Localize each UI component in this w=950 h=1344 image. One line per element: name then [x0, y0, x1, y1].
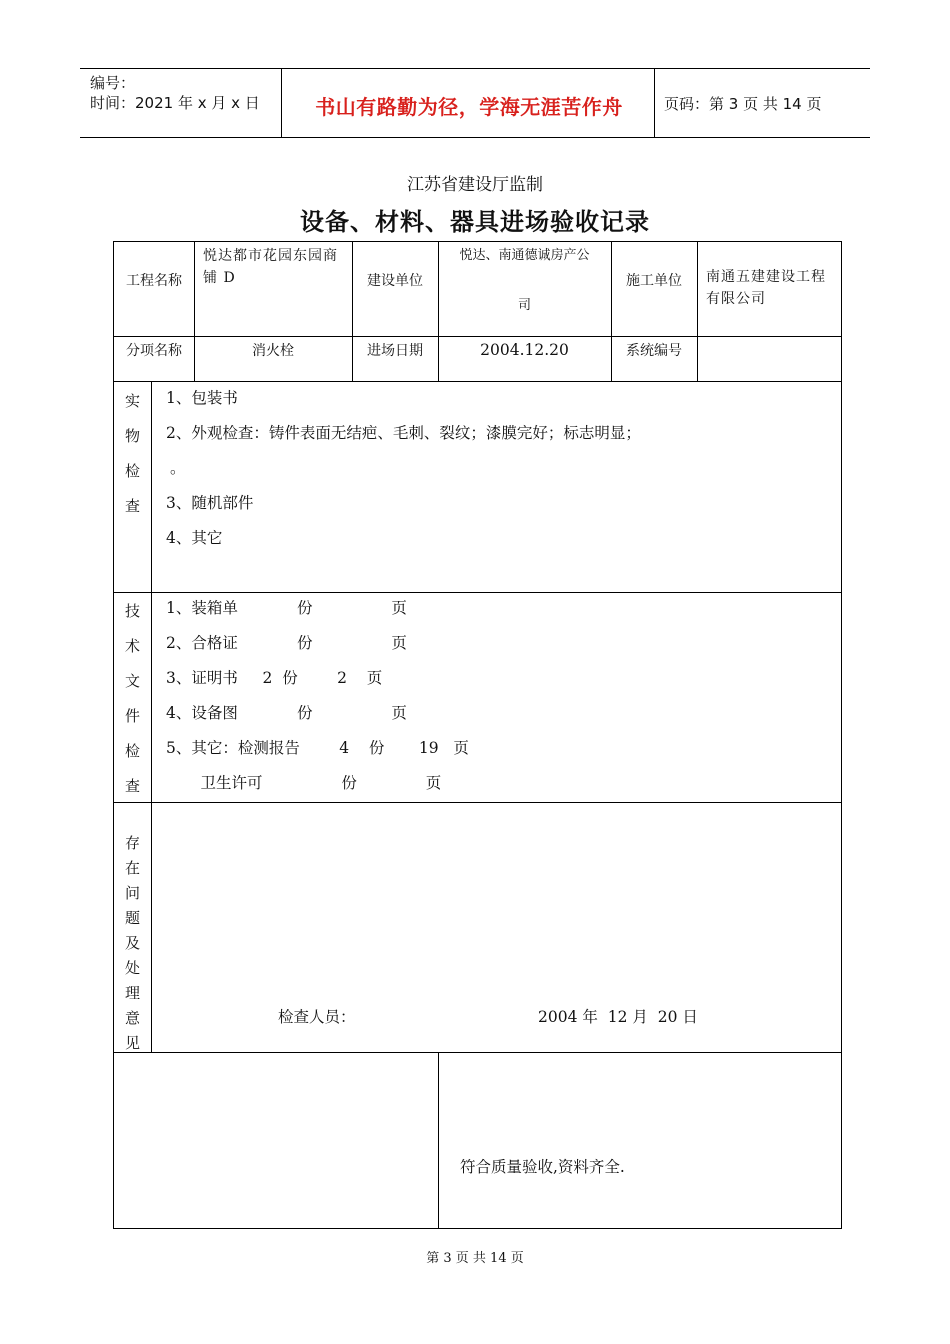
row-divider: [114, 802, 841, 803]
contractor-value: 南通五建建设工程有限公司: [706, 269, 826, 307]
page-title: 设备、材料、器具进场验收记录: [300, 208, 650, 236]
system-no-label: 系统编号: [626, 343, 682, 359]
document-time: 时间：2021 年 x 月 x 日: [90, 94, 260, 112]
tech-doc-item: 5、其它：检测报告 4 份 19 页: [166, 739, 469, 757]
label-char: 处: [124, 959, 140, 977]
entry-date-value: 2004.12.20: [480, 341, 569, 359]
label-col-divider: [151, 381, 152, 1052]
header-page-info: 页码：第 3 页 共 14 页: [664, 95, 822, 113]
physical-check-item: 4、其它: [166, 529, 223, 547]
label-char: 存: [124, 834, 140, 852]
label-char: 题: [124, 909, 140, 927]
physical-check-label: [114, 384, 151, 524]
label-char: 见: [124, 1034, 140, 1052]
document-number: 编号：: [90, 74, 136, 92]
label-char: 检: [124, 742, 140, 760]
tech-doc-item: 1、装箱单 份 页: [166, 599, 407, 617]
tech-docs-label: [114, 594, 151, 804]
inspection-form: [113, 241, 842, 1229]
issues-label: [114, 831, 151, 1056]
label-char: 及: [124, 934, 140, 952]
inspection-date: 2004 年 12 月 20 日: [538, 1008, 698, 1026]
header-meta: [90, 73, 260, 113]
label-char: 件: [124, 707, 140, 725]
label-char: 意: [124, 1009, 140, 1027]
physical-check-item: 3、随机部件: [166, 494, 254, 512]
project-name-value: 悦达都市花园东园商铺 D: [203, 248, 338, 286]
builder-label: 建设单位: [367, 273, 423, 289]
label-char: 查: [124, 777, 140, 795]
col-divider: [697, 242, 698, 381]
row-divider: [114, 1052, 841, 1053]
label-char: 技: [124, 602, 140, 620]
physical-check-item: 2、外观检查：铸件表面无结疤、毛刺、裂纹；漆膜完好；标志明显；: [166, 424, 641, 442]
tech-doc-item: 3、证明书 2 份 2 页: [166, 669, 383, 687]
label-char: 在: [124, 859, 140, 877]
tech-doc-item: 卫生许可 份 页: [166, 774, 442, 792]
physical-check-item: 。: [170, 459, 186, 477]
label-char: 理: [124, 984, 140, 1002]
col-divider: [438, 1052, 439, 1228]
label-char: 物: [124, 427, 140, 445]
builder-value-line1: 悦达、南通德诚房产公: [459, 248, 590, 263]
page-footer: 第 3 页 共 14 页: [426, 1251, 524, 1266]
entry-date-label: 进场日期: [367, 343, 423, 359]
contractor-label: 施工单位: [626, 273, 682, 289]
builder-value-line2: 司: [517, 298, 531, 313]
tech-doc-item: 2、合格证 份 页: [166, 634, 407, 652]
label-char: 实: [124, 392, 140, 410]
header-motto: 书山有路勤为径，学海无涯苦作舟: [315, 95, 623, 119]
project-name-label: 工程名称: [126, 273, 182, 289]
label-char: 文: [124, 672, 140, 690]
row-divider: [114, 592, 841, 593]
tech-doc-item: 4、设备图 份 页: [166, 704, 407, 722]
row-divider: [114, 381, 841, 382]
conclusion-text: 符合质量验收,资料齐全.: [460, 1158, 625, 1176]
physical-check-item: 1、包装书: [166, 389, 238, 407]
sub-item-label: 分项名称: [126, 343, 182, 359]
label-char: 术: [124, 637, 140, 655]
issuer: 江苏省建设厅监制: [407, 175, 543, 195]
page-header: [80, 68, 870, 138]
sub-item-value: 消火栓: [252, 343, 294, 359]
inspector-label: 检查人员：: [278, 1008, 356, 1026]
label-char: 查: [124, 497, 140, 515]
row-divider: [114, 336, 841, 337]
label-char: 检: [124, 462, 140, 480]
header-divider: [654, 69, 655, 137]
label-char: 问: [124, 884, 140, 902]
